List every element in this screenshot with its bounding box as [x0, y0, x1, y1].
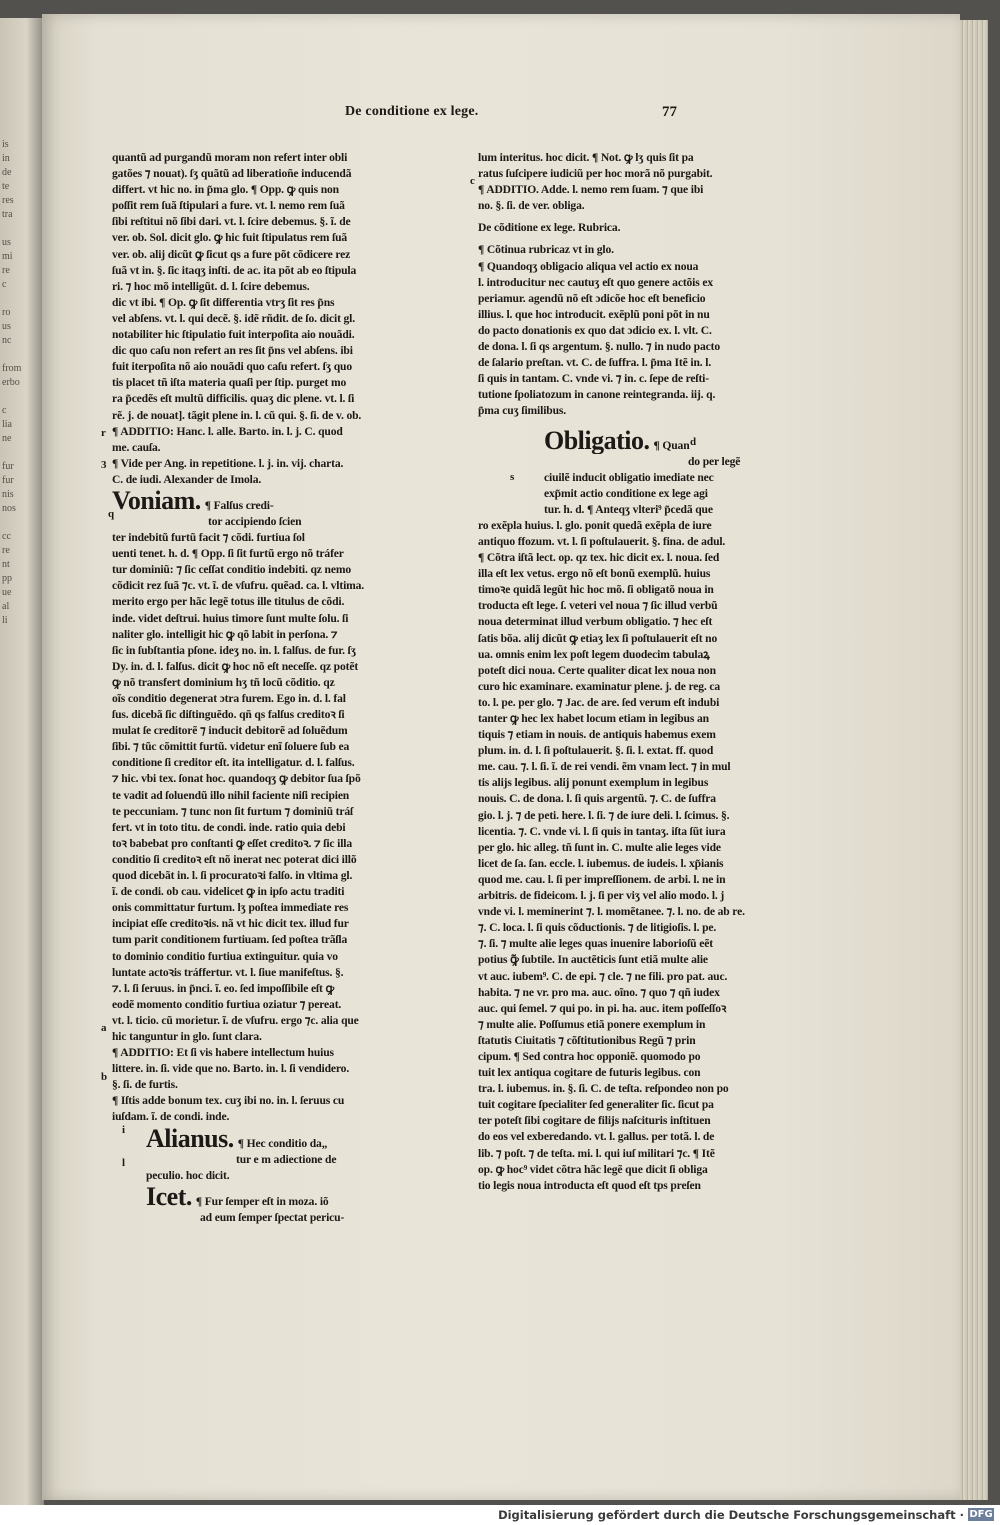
text-line: per glo. hic alleg. tñ ſunt in. C. multe alie leges vide [478, 840, 721, 854]
text-line: rẽ. j. de nouat]. tãgit plene in. l. cũ qui. §. ſi. de v. ob. [112, 408, 362, 422]
initial-tail: ¶ Hec conditio da„ [237, 1136, 328, 1150]
initial-tail: ¶ Falſus credi- [204, 498, 274, 512]
text-line: merito ergo per hãc legẽ totus ille titulus de cõdi. [112, 595, 345, 609]
section-initial-line [478, 428, 768, 454]
text-line: littere. in. ſi. vide que no. Barto. in. l. ſi vendidero. [112, 1062, 350, 1076]
right-lines-b [478, 242, 768, 419]
text-line: dic quo caſu non refert an res ſit p̃ns vel abſens. ibi [112, 344, 353, 358]
text-line: onis committatur furtum. lʒ poſtea immediate res [112, 901, 349, 915]
text-line: ter poteſt ſibi cogitare de filijs naſcituris inſtituen [478, 1114, 711, 1128]
right-column [478, 150, 768, 1194]
text-line: ¶ Cõtinua rubricaz vt in glo. [478, 243, 614, 257]
text-line: illa eſt lex vetus. ergo nõ eſt bonũ exemplũ. huius [478, 567, 711, 581]
text-line: quantũ ad purgandũ moram non refert inter obli [112, 151, 348, 164]
text-line: de ſalario preſtan. vt. C. de ſuffra. l. p̃ma Itẽ in. l. [478, 356, 712, 370]
margin-mark: r [101, 427, 106, 439]
text-line: ⁊ multe alie. Poſſumus etiã ponere exemplum in [478, 1017, 706, 1031]
text-line: §. ſi. de furtis. [112, 1078, 178, 1092]
facing-page-edge [0, 18, 44, 1508]
text-line: tanter ꝙ hec lex habet locum etiam in legibus an [478, 712, 709, 725]
text-line: poteſt dici noua. Certe qualiter dicat lex noua non [478, 663, 716, 677]
text-line: fert. vt in toto titu. de condi. inde. ratio quia debi [112, 820, 346, 834]
initial-tail: ¶ Fur ſemper eſt in moza. iõ [195, 1194, 329, 1208]
text-line: ⁊. C. loca. l. ſi quis cõductionis. ⁊ de litigioſis. l. pe. [478, 921, 717, 935]
text-line: ra p̃cedẽs eſt multũ difficilis. quaʒ dic plene. vt. l. ſi [112, 392, 355, 406]
text-line: conditio ſi creditoꝛ eſt nõ inerat nec poterat dici illõ [112, 852, 357, 866]
text-line: tur dominiũ: ⁊ ſic ceſſat conditio indebiti. qz nemo [112, 563, 351, 577]
text-line: quod me. cau. l. ſi per impreſſionem. de arbi. l. ne in [478, 872, 726, 886]
text-line: licentia. ⁊. C. vnde vi. l. ſi quis in tantaʒ. iſta ſũt iura [478, 824, 726, 838]
addition-note-cont: no. §. ſi. de ver. obliga. [478, 199, 585, 213]
text-line: tutione ſpoliatozum in canone reintegranda. iij. q. [478, 388, 716, 402]
text-line: conditione ſi creditor eſt. ita intelligatur. d. l. falſus. [112, 756, 355, 770]
vide-note: ¶ Vide per Ang. in repetitione. l. j. in. vij. charta. [112, 456, 344, 470]
text-line: ſus. dicebã ſic diſtinguẽdo. qñ qs falſus creditoꝛ ſi [112, 708, 345, 722]
text-line: tuit lex antiqua cogitare de futuris legibus. con [478, 1066, 701, 1080]
text-line: tuit cogitare ſpecialiter ſed generaliter ſic. ſicut pa [478, 1098, 714, 1112]
text-line: ro exẽpla huius. l. glo. ponit quedã exẽpla de iure [478, 518, 712, 532]
text-line: naliter glo. intelligit hic ꝙ qõ labit in perſona. ⁊ [112, 627, 338, 641]
text-line: tio legis noua introducta eſt quod eſt tps preſen [478, 1178, 701, 1192]
text-line: ratus ſuſcipere iudiciũ per hoc morã nõ purgabit. [478, 167, 713, 181]
funding-notice: Digitalisierung gefördert durch die Deutsche Forschungsgemeinschaft · [498, 1508, 964, 1522]
text-line: ſic in ſubſtantia pſone. ideʒ no. in. l. falſus. de fur. ſʒ [112, 643, 356, 657]
addition-note: ¶ ADDITIO: Hanc. l. alle. Barto. in. l. j. C. quod [112, 424, 343, 438]
istis-note: ¶ Iſtis adde bonum tex. cuʒ ibi no. in. l. ſeruus cu [112, 1094, 345, 1108]
text-line: tor accipiendo ſcien [208, 514, 302, 528]
margin-mark: d [690, 436, 697, 448]
text-line: tra. l. iubemus. in. §. ſi. C. de teſta. reſpondeo non po [478, 1082, 729, 1096]
text-line: inde. videt deſtrui. huius timore ſunt multe ſolu. ſi [112, 611, 349, 625]
text-line: te peccuniam. ⁊ tunc non ſit furtum ⁊ dominiũ tráſ [112, 804, 354, 818]
text-line: ¶ Cõtra iſtã lect. op. qz tex. hic dicit ex. l. noua. ſed [478, 551, 720, 565]
text-line: ſtatutis Ciuitatis ⁊ cõſtitutionibus Regũ ⁊ prin [478, 1033, 696, 1047]
text-line: ver. ob. alij dicũt ꝙ ſicut qs a fure põt cõdicere rez [112, 247, 351, 261]
text-line: Dy. in. d. l. falſus. dicit ꝙ hoc nõ eſt neceſſe. qz potẽt [112, 659, 359, 673]
text-line: ⁊. l. ſi ſeruus. in p̃nci. ĩ. eo. ſed impoſſibile eſt ꝙ [112, 981, 335, 995]
text-line: tur e m adiectione de [236, 1152, 337, 1166]
text-line: uenti tenet. h. d. ¶ Opp. ſi ſit furtũ ergo nõ tráfer [112, 547, 344, 561]
text-line: ſatis bõa. alij dicũt ꝙ etiaʒ lex ſi poſtulauerit eſt no [478, 631, 718, 645]
text-line: vel abſens. vt. l. qui decẽ. §. idẽ rñdit. de ſo. dicit gl. [112, 311, 355, 325]
text-line: periamur. agendũ nõ eſt ɔdicõe hoc eſt beneficio [478, 291, 706, 305]
text-line: do per legẽ [688, 454, 741, 468]
text-line: ĩ. de condi. ob cau. videlicet ꝙ in ipſo actu traditi [112, 885, 345, 899]
text-line: vt. l. ticio. cũ moɾietur. ĩ. de vſufru. ergo ⁊c. alia que [112, 1013, 359, 1027]
text-line: antiquo ffozum. vt. l. ſi poſtulauerit. §. fina. de adul. [478, 534, 726, 548]
text-line: habita. ⁊ ne vr. pro ma. auc. oĩno. ⁊ quo ⁊ qñ iudex [478, 985, 720, 999]
addition-note: ¶ ADDITIO: Et ſi vis habere intellectum huius [112, 1046, 334, 1060]
page-stack-edge [960, 20, 988, 1500]
initial-word: Voniam. [112, 487, 201, 514]
text-line: ciuilẽ inducit obligatio imediate nec [544, 470, 714, 484]
text-line: ꝙ nõ transfert dominium hʒ tñ locũ cõditio. qz [112, 675, 335, 689]
vide-note-cont: C. de iudi. Alexander de Imola. [112, 472, 262, 486]
left-column [112, 150, 402, 1226]
text-line: toꝛ babebat pro conſtanti ꝙ eſſet creditoꝛ. ⁊ ſic illa [112, 836, 352, 850]
text-line: ¶ Quandoqʒ obligacio aliqua vel actio ex noua [478, 259, 699, 273]
text-line: vnde vi. l. meminerint ⁊. l. momẽtanee. ⁊. l. no. de ab re. [478, 905, 745, 919]
text-line: troducta eſt lege. ſ. veteri vel noua ⁊ ſic illud verbũ [478, 599, 718, 613]
facing-page-text-fragments: is in de te res tra us mi re c ro us nc from erbo c lia ne fur fur nis nos cc re nt pp ue al li [2, 139, 22, 626]
text-line: licet de ſa. ſan. eccle. l. iubemus. de iudeis. l. xp̃ianis [478, 856, 724, 870]
text-line: p̃ma cuʒ ſimilibus. [478, 404, 566, 418]
margin-mark: c [470, 175, 475, 187]
text-line: ri. ⁊ hoc mõ intelligũt. d. l. ſcire debemus. [112, 279, 310, 293]
text-line: peculio. hoc dicit. [146, 1168, 230, 1182]
margin-mark: 3 [101, 459, 107, 471]
addition-note: ¶ ADDITIO. Adde. l. nemo rem ſuam. ⁊ que ibi [478, 183, 704, 197]
text-line: do pacto donationis ex quo dat ɔdicio ex. l. vlt. C. [478, 323, 712, 337]
text-line: oĩs conditio degenerat ɔtra furem. Ego in. d. l. fal [112, 692, 346, 705]
text-line: ad eum ſemper ſpectat pericu- [200, 1210, 345, 1224]
text-line: ⁊. ſi. ⁊ multe alie leges quas inuenire laborioſũ eẽt [478, 937, 713, 951]
rubric-heading: De cõditione ex lege. Rubrica. [478, 221, 621, 235]
text-line: op. ꝙ hoc⁹ videt cõtra hãc legẽ que dicit ſi obliga [478, 1162, 708, 1176]
text-line: ſuã vt in. §. ſic itaqʒ inſti. de ac. ita põt ab eo ſtipula [112, 263, 357, 277]
text-line: gatões ⁊ nouat). ſʒ quãtũ ad liberatioñe inducendã [112, 167, 352, 181]
text-line: ſi quis in tantam. C. vnde vi. ⁊ in. c. ſepe de reſti- [478, 372, 709, 386]
text-line: timoꝛe quidã legũt hic hoc mõ. ſi obligatõ noua in [478, 583, 714, 597]
text-line: fuit iterpoſita nõ aio nouãdi quo caſu refert. ſʒ quo [112, 360, 352, 374]
text-line: ⁊ hic. vbi tex. ſonat hoc. quandoqʒ ꝙ debitor ſua ſpõ [112, 772, 361, 786]
text-line: poſſit rem ſuã ſtipulari a fure. vt. l. nemo rem ſuã [112, 199, 345, 213]
digitization-footer [0, 1505, 1000, 1525]
margin-mark: s [510, 471, 515, 483]
text-line: ua. omnis enim lex poſt legem duodecim tabulaꝝ [478, 647, 710, 661]
text-line: auc. qui ſemel. ⁊ qui po. in pi. ha. auc. item poſſeſſoꝛ [478, 1001, 727, 1015]
text-line: noua determinat illud verbum obligatio. ⁊ hec eſt [478, 615, 713, 629]
text-line: cõdicit rez ſuã ⁊c. vt. ĩ. de vſufru. quẽad. ca. l. vltima. [112, 579, 365, 593]
left-lines-b [112, 530, 402, 1045]
text-line: tis placet tñ iſta materia quaſi per ſtip. purget mo [112, 376, 347, 390]
running-head: De conditione ex lege. [345, 104, 479, 119]
right-lines-c [478, 470, 768, 1194]
text-line: potius ꝙ̃ ſubtile. In auctẽticis ſunt etiã multe alie [478, 953, 708, 967]
text-line: notabiliter hic ſtipulatio fuit interpoſita aio nouãdi. [112, 328, 355, 342]
text-line: to. l. pe. per glo. ⁊ Jac. de are. ſed verum eſt indubi [478, 695, 720, 709]
text-line: curo hic examinare. examinatur plene. j. de reg. ca [478, 679, 721, 693]
initial-word: Alianus. [146, 1125, 234, 1152]
margin-mark: l [122, 1157, 126, 1169]
text-line: differt. vt hic no. in p̃ma glo. ¶ Opp. ꝙ quis non [112, 183, 339, 197]
text-line: hic tanguntur in glo. ſunt clara. [112, 1029, 262, 1043]
text-line: ter indebitũ furtũ facit ⁊ cõdi. furtiua ſol [112, 531, 305, 545]
margin-mark: a [101, 1022, 107, 1034]
text-line: plum. in. d. l. ſi poſtulauerit. §. ſi. l. extat. ff. quod [478, 744, 714, 758]
text-line: tiquis ⁊ etiam in nouis. de antiquis habemus exem [478, 728, 716, 742]
text-line: quod dicebãt in. l. ſi procuratoꝛi falſo. in vltima gl. [112, 869, 353, 883]
section-initial-line [112, 1184, 402, 1210]
text-line: tur. h. d. ¶ Anteqʒ vlteri⁹ p̃cedã que [544, 502, 713, 516]
text-line: l. introducitur nec cautuʒ eſt quo genere actõis ex [478, 275, 713, 289]
text-line: tum parit conditionem furtiuam. ſed poſtea trãſla [112, 933, 348, 947]
text-line: mulat ſe creditorẽ ⁊ inducit debitorẽ ad ſoluẽdum [112, 724, 348, 738]
margin-mark: b [101, 1071, 108, 1083]
initial-tail: ¶ Quan [653, 438, 690, 452]
text-line: do eos vel exberedando. vt. l. gallus. per totã. l. de [478, 1130, 715, 1144]
text-line: lib. ⁊ poſt. ⁊ de teſta. mi. l. qui iuſ militari ⁊c. ¶ Itẽ [478, 1146, 715, 1160]
text-line: to dominio conditio furtiua extinguitur. quia vo [112, 949, 338, 963]
initial-word: Obligatio. [544, 427, 650, 454]
text-line: cipum. ¶ Sed contra hoc opponiẽ. quomodo po [478, 1049, 701, 1063]
section-initial-line [112, 488, 402, 514]
dfg-logo: DFG [969, 1509, 993, 1520]
istis-note-cont: iuſdam. ĩ. de condi. inde. [112, 1110, 230, 1124]
text-line: nouis. C. de dona. l. ſi quis argentũ. ⁊. C. de ſuffra [478, 792, 716, 806]
text-line: ſibi reſtitui nõ ſibi dari. vt. l. ſcire debemus. §. ĩ. de [112, 215, 351, 229]
text-line: dic vt ibi. ¶ Op. ꝙ ſit differentia vtrʒ ſit res p̃ns [112, 295, 335, 309]
initial-word: Icet. [146, 1183, 192, 1210]
margin-mark: q [108, 508, 115, 520]
text-line: arbitris. de fideicom. l. j. ſi per viʒ vel alio modo. l. j [478, 889, 725, 903]
text-line: ſibi. ⁊ tũc cõmittit furtũ. videtur enĩ ſoluere ſub ea [112, 740, 350, 754]
text-line: gio. l. j. ⁊ de peti. here. l. ſi. ⁊ de iure deli. l. ſcimus. §. [478, 808, 730, 822]
addition-note-cont: me. cauſa. [112, 440, 161, 454]
section-initial-line [112, 1126, 402, 1152]
text-line: lum interitus. hoc dicit. ¶ Not. ꝙ lʒ quis ſit pa [478, 151, 694, 164]
text-line: tis alijs legibus. alij ponunt exemplum in legibus [478, 776, 709, 790]
margin-mark: i [122, 1124, 126, 1136]
text-line: ver. ob. Sol. dicit glo. ꝙ hic fuit ſtipulatus rem ſuã [112, 231, 348, 245]
text-line: luntate actoꝛis tráffertur. vt. l. ſiue manifeſtus. §. [112, 965, 344, 979]
text-line: eodẽ momento conditio furtiua oziatur ⁊ pereat. [112, 997, 342, 1011]
text-line: incipiat eſſe creditoꝛis. nã vt hic dicit tex. illud fur [112, 917, 349, 931]
text-line: vt auc. iubem⁹. C. de epi. ⁊ cle. ⁊ ne fili. pro pat. auc. [478, 969, 728, 983]
text-line: me. cau. ⁊. l. ſi. ĩ. de rei vendi. ẽm vnam lect. ⁊ in mul [478, 760, 731, 774]
folio-number: 77 [662, 104, 677, 120]
text-line: de dona. l. ſi qs argentum. §. nullo. ⁊ in nudo pacto [478, 340, 720, 354]
text-line: te vadit ad ſoluendũ illo nihil faciente niſi recipien [112, 788, 350, 802]
text-line: exp̃mit actio conditione ex lege agi [544, 486, 708, 500]
text-line: illius. l. que hoc introducit. exẽplũ poni põt in nu [478, 307, 710, 321]
left-lines-a [112, 150, 402, 424]
